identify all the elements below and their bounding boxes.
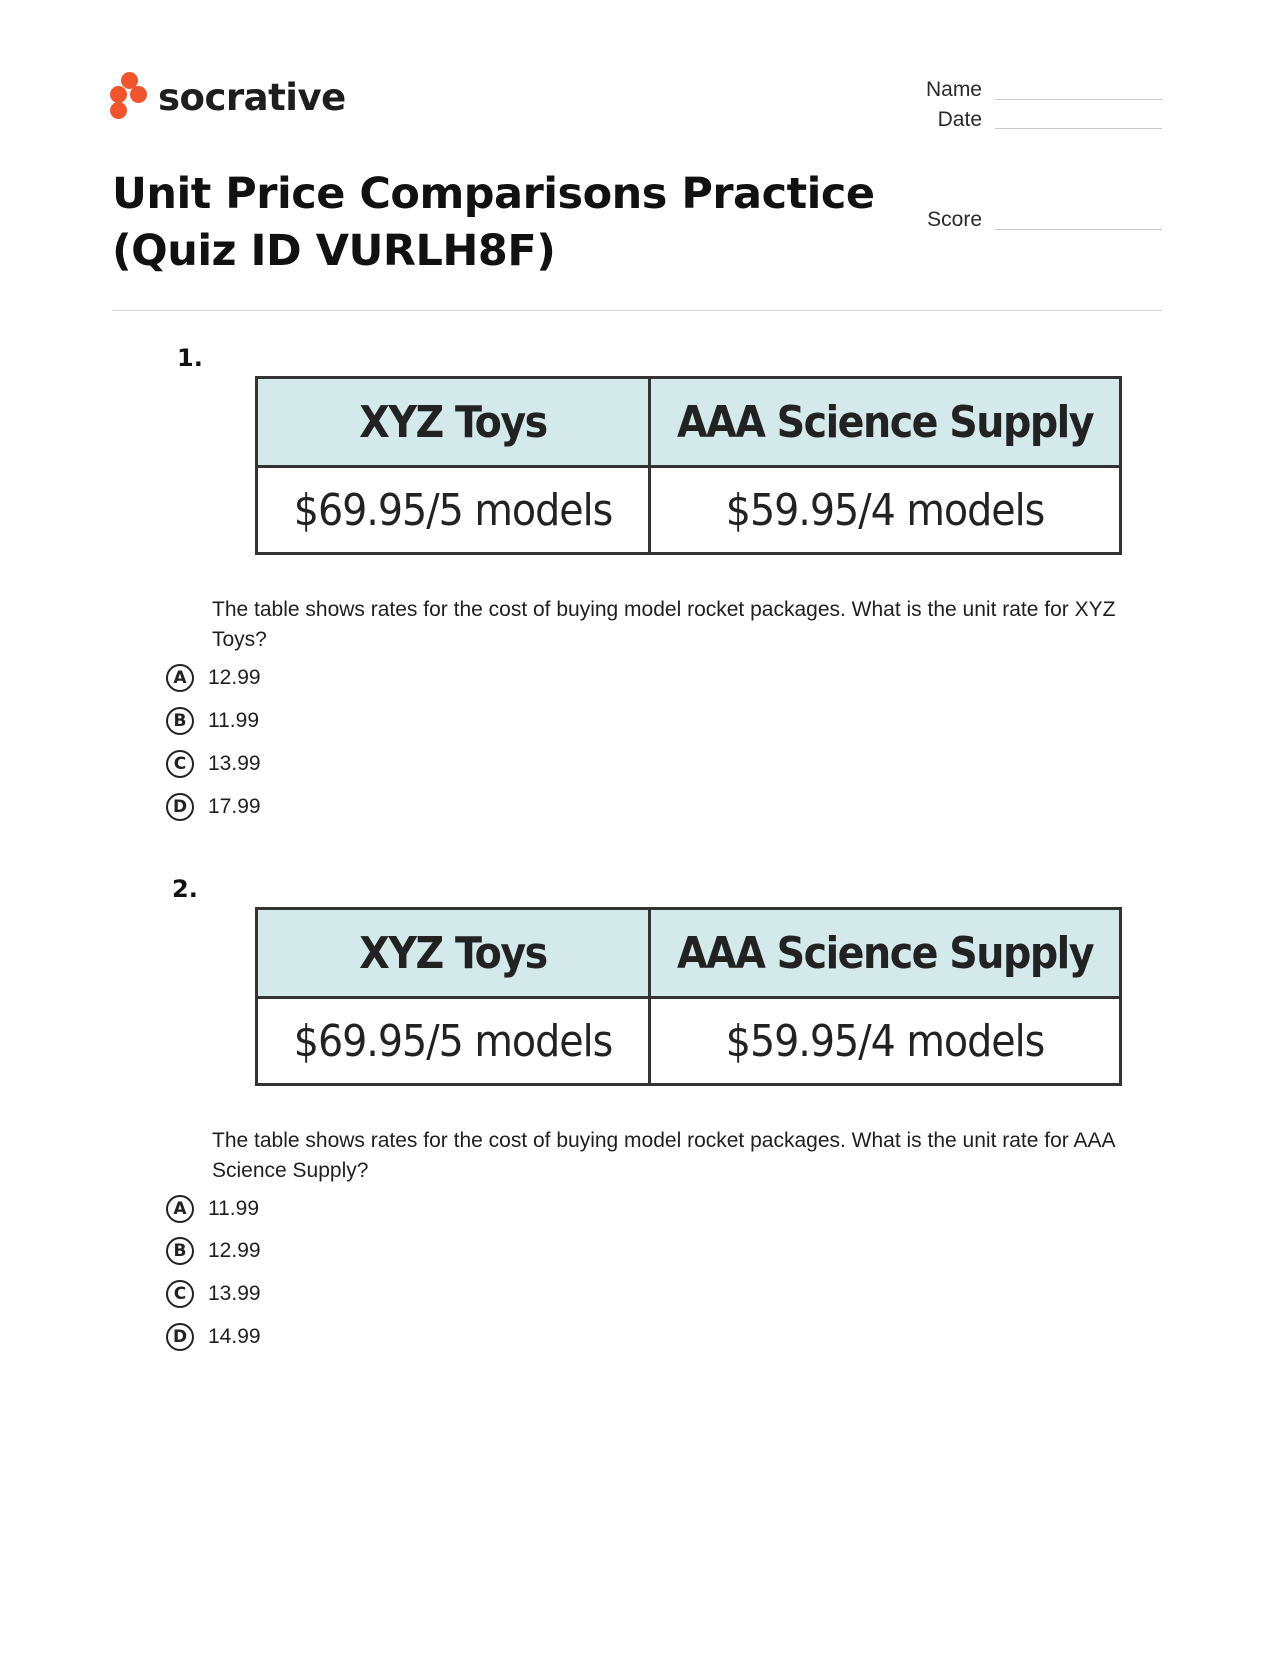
choice-text: 11.99: [208, 709, 259, 732]
choice-text: 12.99: [208, 666, 261, 689]
answer-bubble[interactable]: D: [166, 1323, 194, 1351]
question-2-choice-a[interactable]: [166, 1192, 259, 1226]
question-2-choice-c[interactable]: [166, 1277, 261, 1311]
title-line-1: Unit Price Comparisons Practice: [112, 169, 875, 219]
question-2-choice-d[interactable]: [166, 1320, 261, 1354]
table-header-cell: XYZ Toys: [257, 378, 650, 467]
answer-bubble[interactable]: B: [166, 707, 194, 735]
choice-text: 17.99: [208, 795, 261, 818]
answer-bubble[interactable]: D: [166, 793, 194, 821]
choice-text: 12.99: [208, 1239, 261, 1262]
answer-bubble[interactable]: A: [166, 664, 194, 692]
page-title: [112, 166, 892, 280]
choice-text: 14.99: [208, 1325, 261, 1348]
title-line-2: (Quiz ID VURLH8F): [112, 226, 556, 276]
name-label: Name: [925, 78, 982, 101]
score-line[interactable]: [995, 229, 1162, 230]
table-cell: $59.95/4 models: [650, 467, 1121, 554]
answer-bubble[interactable]: B: [166, 1237, 194, 1265]
table-cell: $69.95/5 models: [257, 998, 650, 1085]
score-label: Score: [927, 208, 982, 231]
table-header-cell: AAA Science Supply: [650, 909, 1121, 998]
question-1-choice-a[interactable]: [166, 661, 261, 695]
question-2-number: 2.: [172, 875, 198, 903]
table-cell: $59.95/4 models: [650, 998, 1121, 1085]
answer-bubble[interactable]: C: [166, 750, 194, 778]
question-1-number: 1.: [177, 344, 203, 372]
socrative-logo-icon: [110, 72, 150, 122]
question-1-choice-b[interactable]: [166, 704, 259, 738]
choice-text: 11.99: [208, 1197, 259, 1220]
question-2-choice-b[interactable]: [166, 1234, 261, 1268]
question-1-prompt: The table shows rates for the cost of buying model rocket packages. What is the unit rate for XYZ Toys?: [212, 598, 1116, 651]
table-header-cell: XYZ Toys: [257, 909, 650, 998]
answer-bubble[interactable]: A: [166, 1195, 194, 1223]
header-divider: [112, 310, 1162, 311]
question-2-table: [255, 907, 1122, 1086]
choice-text: 13.99: [208, 752, 261, 775]
answer-bubble[interactable]: C: [166, 1280, 194, 1308]
choice-text: 13.99: [208, 1282, 261, 1305]
name-line[interactable]: [995, 99, 1162, 100]
table-header-cell: AAA Science Supply: [650, 378, 1121, 467]
question-1-choice-c[interactable]: [166, 747, 261, 781]
date-line[interactable]: [995, 128, 1162, 129]
brand-name: socrative: [158, 75, 346, 119]
question-1-choice-d[interactable]: [166, 790, 261, 824]
question-1-table: [255, 376, 1122, 555]
question-2-prompt: The table shows rates for the cost of buying model rocket packages. What is the unit rate for AAA Science Supply?: [212, 1129, 1115, 1182]
date-label: Date: [937, 108, 982, 131]
table-cell: $69.95/5 models: [257, 467, 650, 554]
brand-logo: [110, 72, 346, 122]
